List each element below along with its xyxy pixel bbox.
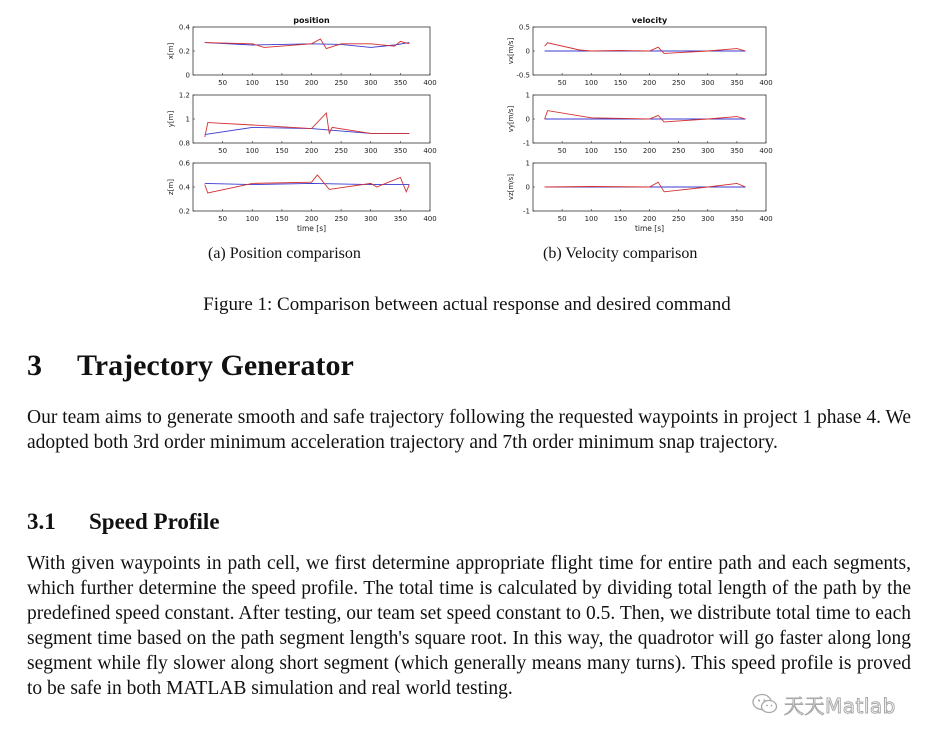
x-tick-label: 400: [423, 147, 437, 155]
y-axis-label: y[m]: [167, 110, 175, 128]
section-number: 3: [27, 349, 42, 382]
y-tick-label: 0: [185, 71, 190, 80]
x-tick-label: 150: [613, 79, 628, 87]
subsection-title: Speed Profile: [89, 509, 220, 534]
plot-frame: [193, 27, 430, 75]
subsection-number: 3.1: [27, 509, 56, 534]
x-tick-label: 300: [701, 79, 715, 87]
chart-title: velocity: [631, 16, 668, 25]
x-tick-label: 50: [218, 147, 228, 155]
x-tick-label: 400: [759, 147, 773, 155]
y-tick-label: 1: [525, 91, 530, 100]
y-tick-label: 0.8: [178, 139, 190, 148]
figure-charts: [0, 0, 934, 245]
y-tick-label: 0: [525, 47, 530, 56]
x-tick-label: 350: [393, 147, 408, 155]
y-tick-label: -0.5: [516, 71, 530, 80]
subcaption-a: (a) Position comparison: [208, 245, 361, 262]
x-tick-label: 150: [613, 147, 628, 155]
x-tick-label: 350: [393, 79, 408, 87]
subcaption-b: (b) Velocity comparison: [543, 245, 698, 262]
x-tick-label: 400: [423, 215, 437, 223]
x-tick-label: 200: [642, 215, 657, 223]
figure-1: [0, 0, 934, 275]
x-tick-label: 250: [671, 147, 686, 155]
x-tick-label: 100: [584, 79, 598, 87]
x-tick-label: 100: [584, 215, 598, 223]
wechat-icon: [752, 693, 778, 715]
x-tick-label: 200: [304, 79, 319, 87]
y-tick-label: 1.2: [178, 91, 190, 100]
y-tick-label: 0.4: [178, 23, 190, 32]
section-title: Trajectory Generator: [77, 349, 354, 382]
figure-caption: Figure 1: Comparison between actual response and desired command: [203, 294, 731, 315]
y-tick-label: -1: [523, 207, 530, 216]
x-tick-label: 350: [730, 79, 744, 87]
y-tick-label: 0.5: [518, 23, 530, 32]
x-tick-label: 200: [642, 79, 657, 87]
y-axis-label: x[m]: [167, 42, 175, 60]
plot-frame: [193, 163, 430, 211]
y-tick-label: 0.2: [178, 207, 190, 216]
x-tick-label: 50: [557, 79, 567, 87]
subsection-heading: [27, 509, 220, 535]
watermark-text: 天天Matlab: [784, 693, 896, 718]
x-tick-label: 100: [245, 147, 259, 155]
y-tick-label: -1: [523, 139, 530, 148]
x-tick-label: 300: [364, 79, 378, 87]
x-tick-label: 250: [334, 147, 348, 155]
x-tick-label: 300: [364, 147, 378, 155]
x-tick-label: 400: [423, 79, 437, 87]
x-tick-label: 350: [730, 215, 744, 223]
x-axis-label: time [s]: [634, 224, 665, 233]
y-axis-label: vx[m/s]: [507, 37, 515, 65]
section-paragraph: Our team aims to generate smooth and safe trajectory following the requested waypoints in project 1 phase 4. We adopted both 3rd order minimum acceleration trajectory and 7th order minimum snap trajectory.: [27, 407, 911, 453]
x-tick-label: 150: [613, 215, 628, 223]
x-tick-label: 150: [275, 215, 289, 223]
x-tick-label: 50: [557, 215, 567, 223]
y-axis-label: vz[m/s]: [507, 173, 515, 201]
x-tick-label: 100: [584, 147, 598, 155]
x-tick-label: 300: [701, 147, 715, 155]
x-tick-label: 100: [245, 79, 259, 87]
subsection-paragraph: With given waypoints in path cell, we first determine appropriate flight time for entire path and each segments, which further determine the speed profile. The total time is calculated by dividing total length of the path by the predefined speed constant. After testing, our team set speed constant to 0.5. Then, we distribute total time to each segment time based on the path segment length's square root. In this way, the quadrotor will go faster along long segment while fly slower along short segment (which generally means many turns). This speed profile is proved to be safe in both MATLAB simulation and real world testing.: [27, 553, 911, 699]
y-axis-label: z[m]: [167, 179, 175, 195]
x-tick-label: 50: [218, 79, 228, 87]
y-tick-label: 0.6: [178, 159, 190, 168]
x-tick-label: 200: [642, 147, 657, 155]
x-tick-label: 400: [759, 215, 773, 223]
y-axis-label: vy[m/s]: [507, 105, 515, 133]
x-tick-label: 150: [275, 79, 289, 87]
x-tick-label: 250: [334, 215, 348, 223]
x-tick-label: 300: [701, 215, 715, 223]
plot-frame: [193, 95, 430, 143]
y-tick-label: 1: [185, 115, 190, 124]
y-tick-label: 0: [525, 115, 530, 124]
y-tick-label: 0: [525, 183, 530, 192]
x-tick-label: 350: [730, 147, 744, 155]
x-axis-label: time [s]: [296, 224, 327, 233]
x-tick-label: 50: [218, 215, 228, 223]
y-tick-label: 1: [525, 159, 530, 168]
chart-title: position: [293, 16, 330, 25]
x-tick-label: 300: [364, 215, 378, 223]
y-tick-label: 0.4: [178, 183, 190, 192]
x-tick-label: 250: [334, 79, 348, 87]
watermark: [752, 689, 927, 719]
section-heading: [27, 349, 354, 383]
x-tick-label: 150: [275, 147, 289, 155]
x-tick-label: 200: [304, 215, 319, 223]
x-tick-label: 50: [557, 147, 567, 155]
x-tick-label: 200: [304, 147, 319, 155]
x-tick-label: 250: [671, 79, 686, 87]
x-tick-label: 400: [759, 79, 773, 87]
y-tick-label: 0.2: [178, 47, 190, 56]
x-tick-label: 350: [393, 215, 408, 223]
x-tick-label: 250: [671, 215, 686, 223]
x-tick-label: 100: [245, 215, 259, 223]
